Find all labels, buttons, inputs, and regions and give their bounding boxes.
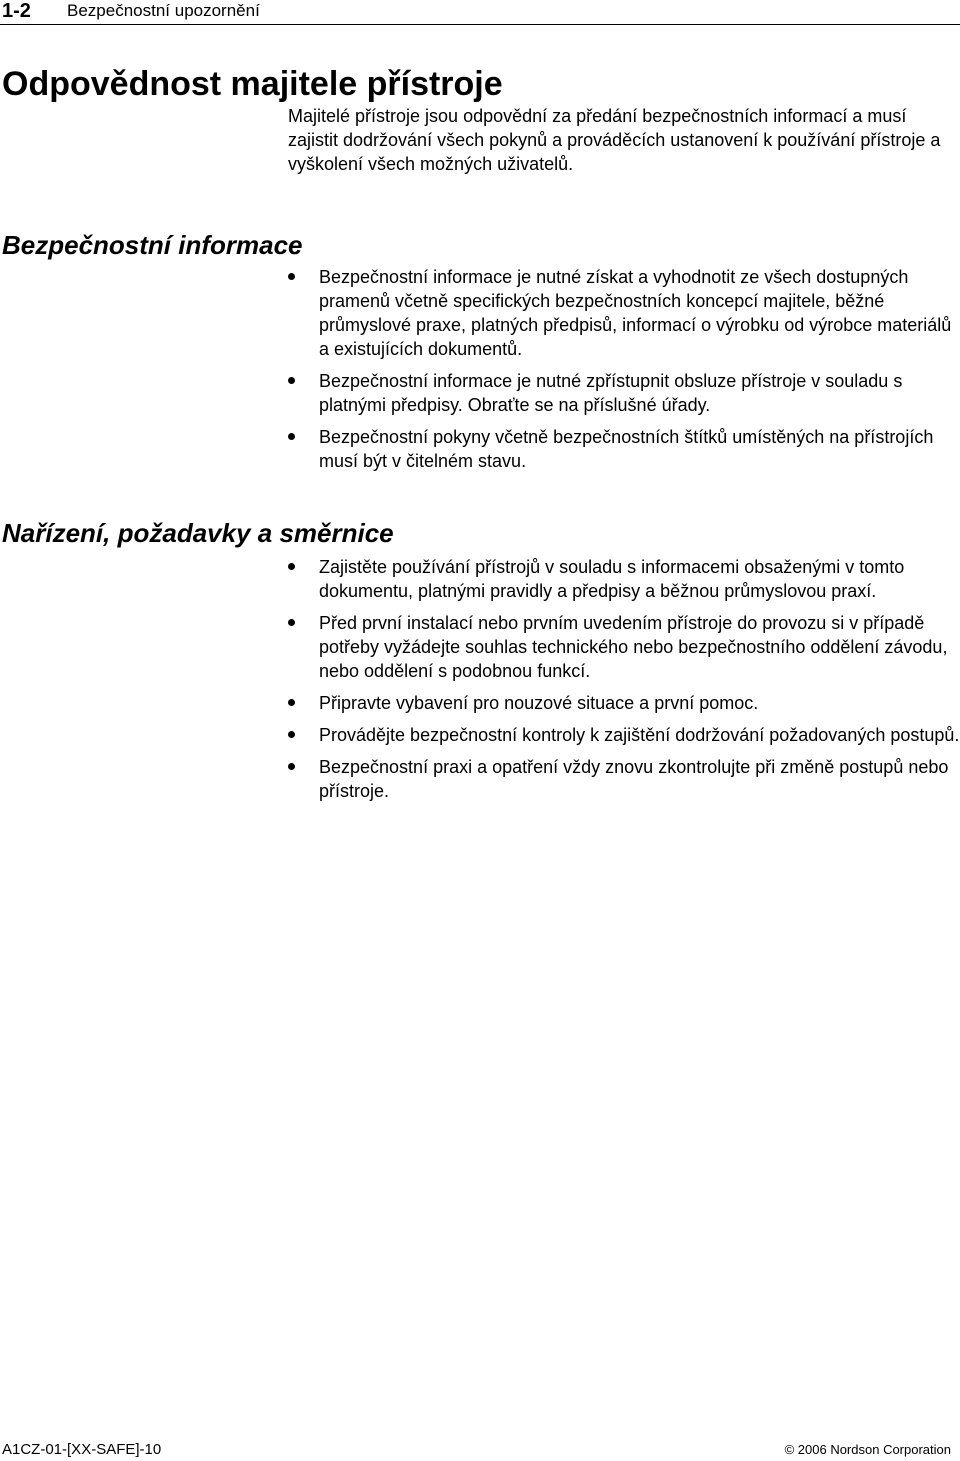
document-code: A1CZ-01-[XX-SAFE]-10 [2, 1441, 162, 1458]
page-header [0, 0, 960, 25]
list-item-text: Připravte vybavení pro nouzové situace a první pomoc. [319, 693, 759, 713]
list-item [288, 755, 960, 803]
list-item [288, 691, 960, 715]
list-item-text: Bezpečnostní praxi a opatření vždy znovu zkontrolujte při změně postupů nebo přístroje. [319, 757, 949, 801]
bullet-icon [288, 763, 295, 770]
bullet-icon [288, 273, 295, 280]
list-item [288, 265, 960, 361]
bullet-icon [288, 377, 295, 384]
list-item-text: Zajistěte používání přístrojů v souladu s informacemi obsaženými v tomto dokumentu, platnými pravidly a předpisy a běžnou průmyslovou praxí. [319, 557, 905, 601]
list-item-text: Bezpečnostní informace je nutné zpřístupnit obsluze přístroje v souladu s platnými předpisy. Obraťte se na příslušné úřady. [319, 371, 903, 415]
page-number: 1-2 [2, 0, 31, 22]
list-item [288, 425, 960, 473]
list-item [288, 611, 960, 683]
chapter-title: Bezpečnostní upozornění [67, 1, 260, 20]
copyright-notice: © 2006 Nordson Corporation [784, 1442, 951, 1457]
list-item [288, 369, 960, 417]
page-title: Odpovědnost majitele přístroje [2, 65, 503, 103]
list-item-text: Bezpečnostní pokyny včetně bezpečnostních štítků umístěných na přístrojích musí být v čitelném stavu. [319, 427, 934, 471]
bullet-icon [288, 619, 295, 626]
section-heading-safety-info: Bezpečnostní informace [2, 230, 303, 260]
bullet-icon [288, 563, 295, 570]
list-item-text: Bezpečnostní informace je nutné získat a vyhodnotit ze všech dostupných pramenů včetně specifických bezpečnostních koncepcí majitele, běžné průmyslové praxe, platných předpisů, informací o výrobku od výrobce materiálů a existujících dokumentů. [319, 267, 952, 359]
list-item [288, 555, 960, 603]
bullet-icon [288, 699, 295, 706]
list-item [288, 723, 960, 747]
regulations-list [288, 555, 960, 811]
intro-paragraph: Majitelé přístroje jsou odpovědní za předání bezpečnostních informací a musí zajistit dodržování všech pokynů a prováděcích ustanovení k používání přístroje a vyškolení všech možných uživatelů. [288, 106, 941, 174]
safety-info-list [288, 265, 960, 481]
section-heading-regulations: Nařízení, požadavky a směrnice [2, 518, 394, 548]
list-item-text: Provádějte bezpečnostní kontroly k zajištění dodržování požadovaných postupů. [319, 725, 960, 745]
bullet-icon [288, 731, 295, 738]
list-item-text: Před první instalací nebo prvním uvedením přístroje do provozu si v případě potřeby vyžádejte souhlas technického nebo bezpečnostního oddělení závodu, nebo oddělení s podobnou funkcí. [319, 613, 948, 681]
bullet-icon [288, 433, 295, 440]
